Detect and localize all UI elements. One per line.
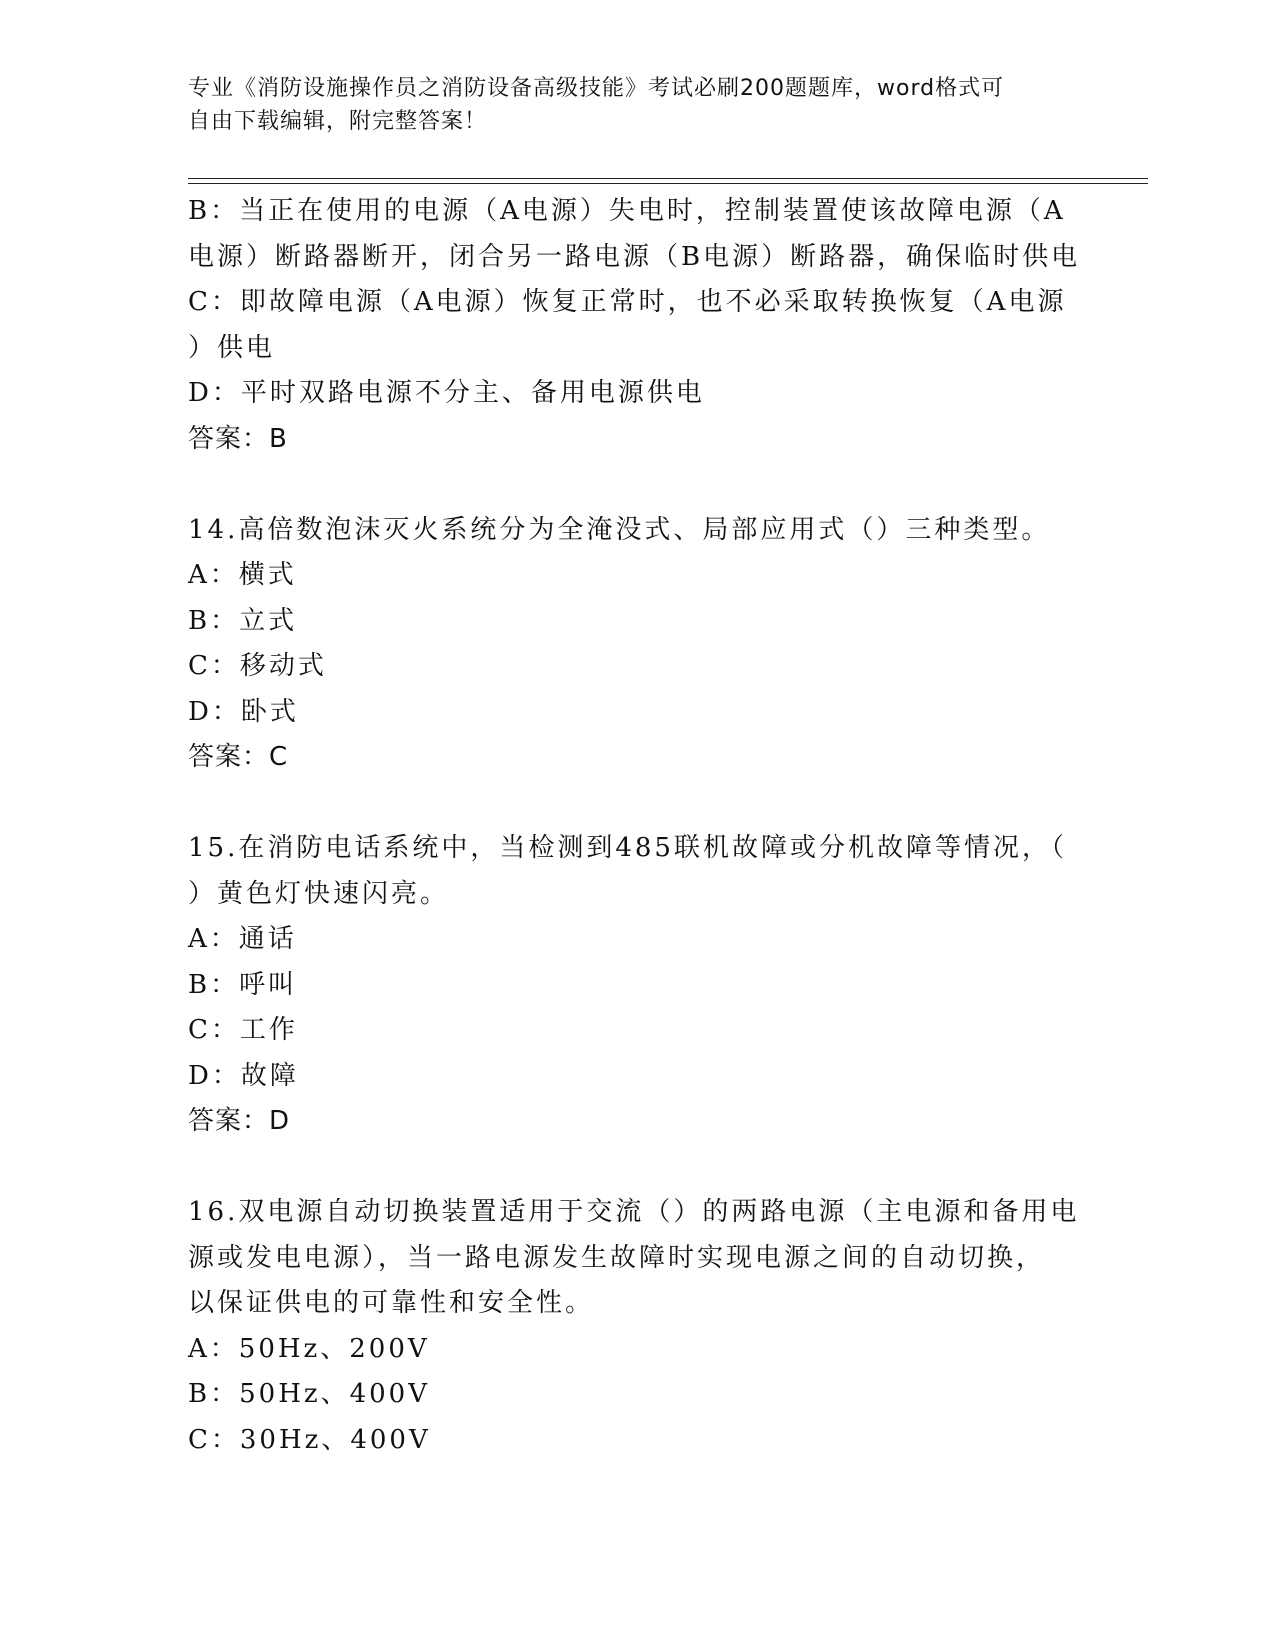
question-14 (188, 508, 1088, 781)
question-16-text-line-1: 16.双电源自动切换装置适用于交流（）的两路电源（主电源和备用电 (188, 1197, 1080, 1227)
option-c-line-2: ）供电 (188, 332, 276, 363)
question-16-option-b: B：50Hz、400V (188, 1379, 430, 1409)
question-16 (188, 1190, 1088, 1463)
spacer (188, 462, 1088, 508)
option-b-line-1: B：当正在使用的电源（A电源）失电时，控制装置使该故障电源（A (188, 196, 1066, 226)
question-14-option-a: A：横式 (188, 560, 297, 590)
question-14-option-b: B：立式 (188, 605, 298, 636)
question-15-option-a: A：通话 (188, 924, 297, 954)
question-content (188, 189, 1088, 1463)
spacer (188, 1145, 1088, 1191)
question-14-option-c: C：移动式 (188, 651, 327, 681)
question-15-text-line-2: ）黄色灯快速闪亮。 (188, 878, 450, 909)
page-header (188, 72, 1088, 138)
header-line-1: 专业《消防设施操作员之消防设备高级技能》考试必刷200题题库，word格式可 (188, 76, 1005, 101)
spacer (188, 781, 1088, 827)
question-14-text: 14.高倍数泡沫灭火系统分为全淹没式、局部应用式（）三种类型。 (188, 514, 1051, 545)
question-15-text-line-1: 15.在消防电话系统中，当检测到485联机故障或分机故障等情况，（ (188, 833, 1067, 863)
answer-15: 答案：D (188, 1106, 291, 1136)
question-16-option-a: A：50Hz、200V (188, 1333, 430, 1364)
header-divider-bottom (188, 183, 1148, 184)
question-16-text-line-2: 源或发电电源），当一路电源发生故障时实现电源之间的自动切换， (188, 1242, 1046, 1273)
question-15-option-b: B：呼叫 (188, 969, 298, 1000)
question-15-option-d: D：故障 (188, 1060, 299, 1091)
question-15 (188, 826, 1088, 1145)
question-14-option-d: D：卧式 (188, 696, 299, 727)
answer-13: 答案：B (188, 423, 288, 454)
option-b-line-2: 电源）断路器断开，闭合另一路电源（B电源）断路器，确保临时供电 (188, 241, 1081, 272)
header-line-2: 自由下载编辑，附完整答案！ (188, 109, 488, 134)
option-d: D：平时双路电源不分主、备用电源供电 (188, 378, 705, 408)
question-16-option-c: C：30Hz、400V (188, 1424, 431, 1455)
question-15-option-c: C：工作 (188, 1015, 298, 1045)
option-c-line-1: C：即故障电源（A电源）恢复正常时，也不必采取转换恢复（A电源 (188, 287, 1067, 317)
question-16-text-line-3: 以保证供电的可靠性和安全性。 (188, 1288, 595, 1318)
question-13-continued (188, 189, 1088, 462)
answer-14: 答案：C (188, 742, 289, 772)
header-divider-top (188, 178, 1148, 179)
